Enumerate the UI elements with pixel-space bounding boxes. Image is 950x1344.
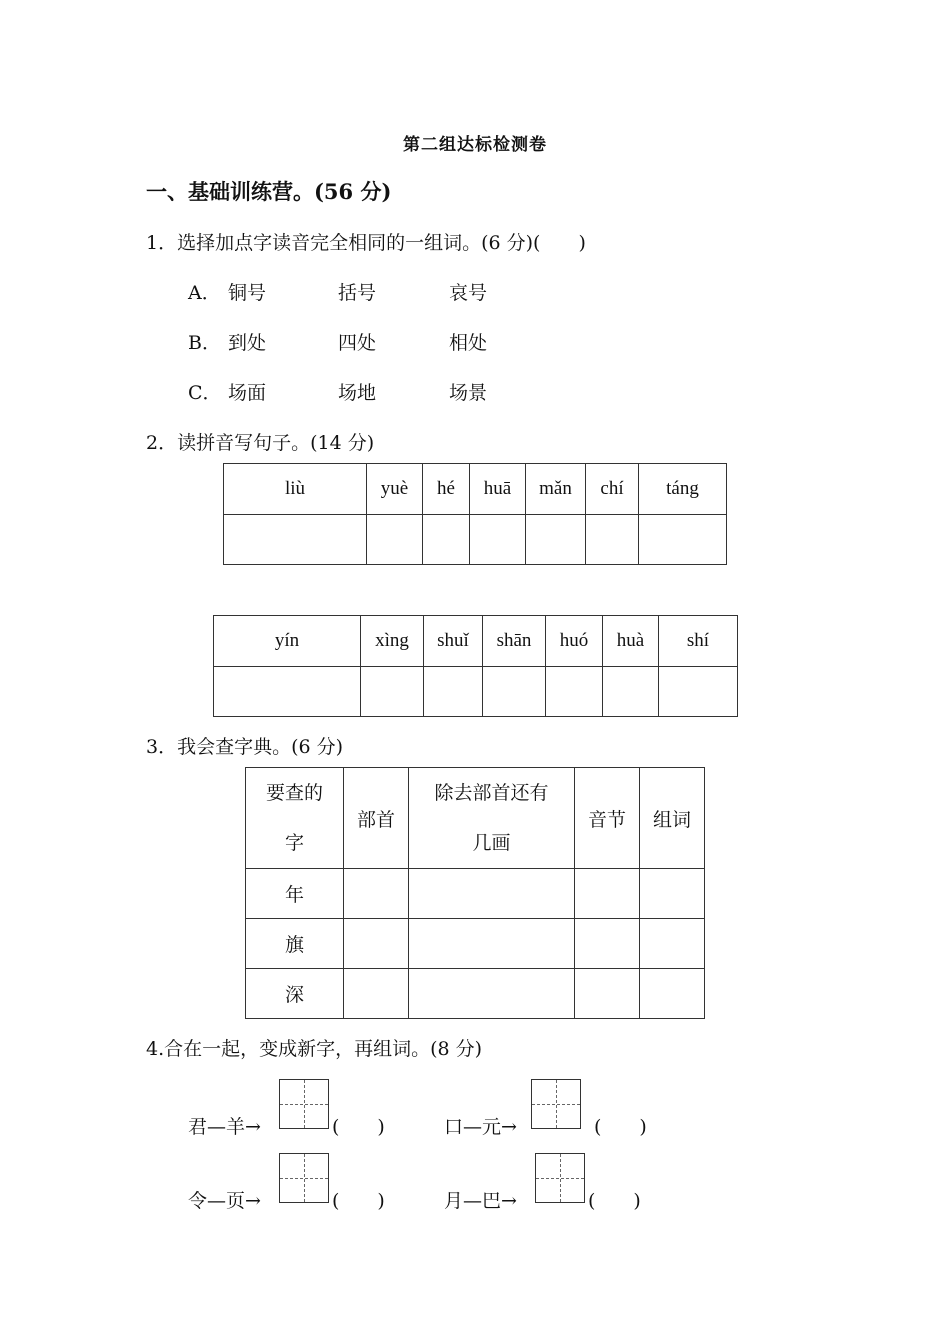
option-a-word-3: 哀号 <box>449 282 488 304</box>
question-2: 2．读拼音写句子。(14 分) <box>146 432 375 454</box>
combo-parts-4: 月—巴→ <box>444 1190 517 1212</box>
pinyin-cell: xìng <box>361 616 424 667</box>
question-1: 1．选择加点字读音完全相同的一组词。(6 分)( ) <box>146 232 586 254</box>
answer-cell[interactable] <box>344 919 409 969</box>
pinyin-cell: shuǐ <box>424 616 483 667</box>
pinyin-cell: liù <box>224 464 367 515</box>
pinyin-cell: yín <box>214 616 361 667</box>
combo-parts-3: 令—页→ <box>188 1190 261 1212</box>
option-c-word-1: 场面 <box>228 382 267 404</box>
option-c-word-2: 场地 <box>338 382 377 404</box>
header-char: 要查的 字 <box>246 768 344 869</box>
header-radical: 部首 <box>344 768 409 869</box>
option-c-word-3: 场景 <box>449 382 488 404</box>
answer-cell[interactable] <box>361 667 424 717</box>
answer-cell[interactable] <box>575 969 640 1019</box>
answer-cell[interactable] <box>603 667 659 717</box>
answer-paren-2[interactable]: ( ) <box>594 1116 647 1138</box>
combo-parts-2: 口—元→ <box>444 1116 517 1138</box>
pinyin-cell: yuè <box>367 464 423 515</box>
question-3: 3．我会查字典。(6 分) <box>146 736 344 758</box>
char-box-4[interactable] <box>535 1153 585 1203</box>
pinyin-table-1 <box>223 463 727 565</box>
question-4: 4.合在一起，变成新字，再组词。(8 分) <box>146 1038 483 1060</box>
answer-cell[interactable] <box>639 515 727 565</box>
option-b-word-2: 四处 <box>338 332 377 354</box>
char-cell: 年 <box>246 869 344 919</box>
answer-cell[interactable] <box>224 515 367 565</box>
option-a-label: A． <box>188 282 221 304</box>
pinyin-cell: táng <box>639 464 727 515</box>
answer-cell[interactable] <box>424 667 483 717</box>
pinyin-table-2 <box>213 615 738 717</box>
pinyin-cell: huā <box>470 464 526 515</box>
answer-cell[interactable] <box>344 869 409 919</box>
pinyin-cell: chí <box>586 464 639 515</box>
answer-cell[interactable] <box>526 515 586 565</box>
pinyin-cell: shān <box>483 616 546 667</box>
pinyin-cell: hé <box>423 464 470 515</box>
combo-parts-1: 君—羊→ <box>188 1116 261 1138</box>
option-a-word-1: 铜号 <box>228 282 267 304</box>
dictionary-table <box>245 767 705 1019</box>
option-a-word-2: 括号 <box>338 282 377 304</box>
answer-cell[interactable] <box>575 869 640 919</box>
answer-cell[interactable] <box>409 869 575 919</box>
header-word: 组词 <box>640 768 705 869</box>
answer-paren-1[interactable]: ( ) <box>332 1116 385 1138</box>
pinyin-cell: mǎn <box>526 464 586 515</box>
char-box-1[interactable] <box>279 1079 329 1129</box>
answer-cell[interactable] <box>409 919 575 969</box>
option-b-word-1: 到处 <box>228 332 267 354</box>
section-heading: 一、基础训练营。(56 分) <box>146 179 392 204</box>
answer-paren-4[interactable]: ( ) <box>588 1190 641 1212</box>
answer-cell[interactable] <box>423 515 470 565</box>
pinyin-cell: huà <box>603 616 659 667</box>
char-cell: 旗 <box>246 919 344 969</box>
answer-cell[interactable] <box>659 667 738 717</box>
option-c-label: C． <box>188 382 222 404</box>
answer-cell[interactable] <box>214 667 361 717</box>
answer-cell[interactable] <box>409 969 575 1019</box>
pinyin-cell: shí <box>659 616 738 667</box>
header-strokes: 除去部首还有 几画 <box>409 768 575 869</box>
char-box-3[interactable] <box>279 1153 329 1203</box>
page-title: 第二组达标检测卷 <box>403 135 547 155</box>
char-box-2[interactable] <box>531 1079 581 1129</box>
answer-cell[interactable] <box>640 919 705 969</box>
option-b-word-3: 相处 <box>449 332 488 354</box>
answer-cell[interactable] <box>586 515 639 565</box>
answer-cell[interactable] <box>546 667 603 717</box>
answer-cell[interactable] <box>470 515 526 565</box>
header-syllable: 音节 <box>575 768 640 869</box>
char-cell: 深 <box>246 969 344 1019</box>
answer-cell[interactable] <box>483 667 546 717</box>
pinyin-cell: huó <box>546 616 603 667</box>
option-b-label: B． <box>188 332 221 354</box>
answer-paren-3[interactable]: ( ) <box>332 1190 385 1212</box>
answer-cell[interactable] <box>344 969 409 1019</box>
answer-cell[interactable] <box>640 969 705 1019</box>
answer-cell[interactable] <box>640 869 705 919</box>
answer-cell[interactable] <box>367 515 423 565</box>
answer-cell[interactable] <box>575 919 640 969</box>
